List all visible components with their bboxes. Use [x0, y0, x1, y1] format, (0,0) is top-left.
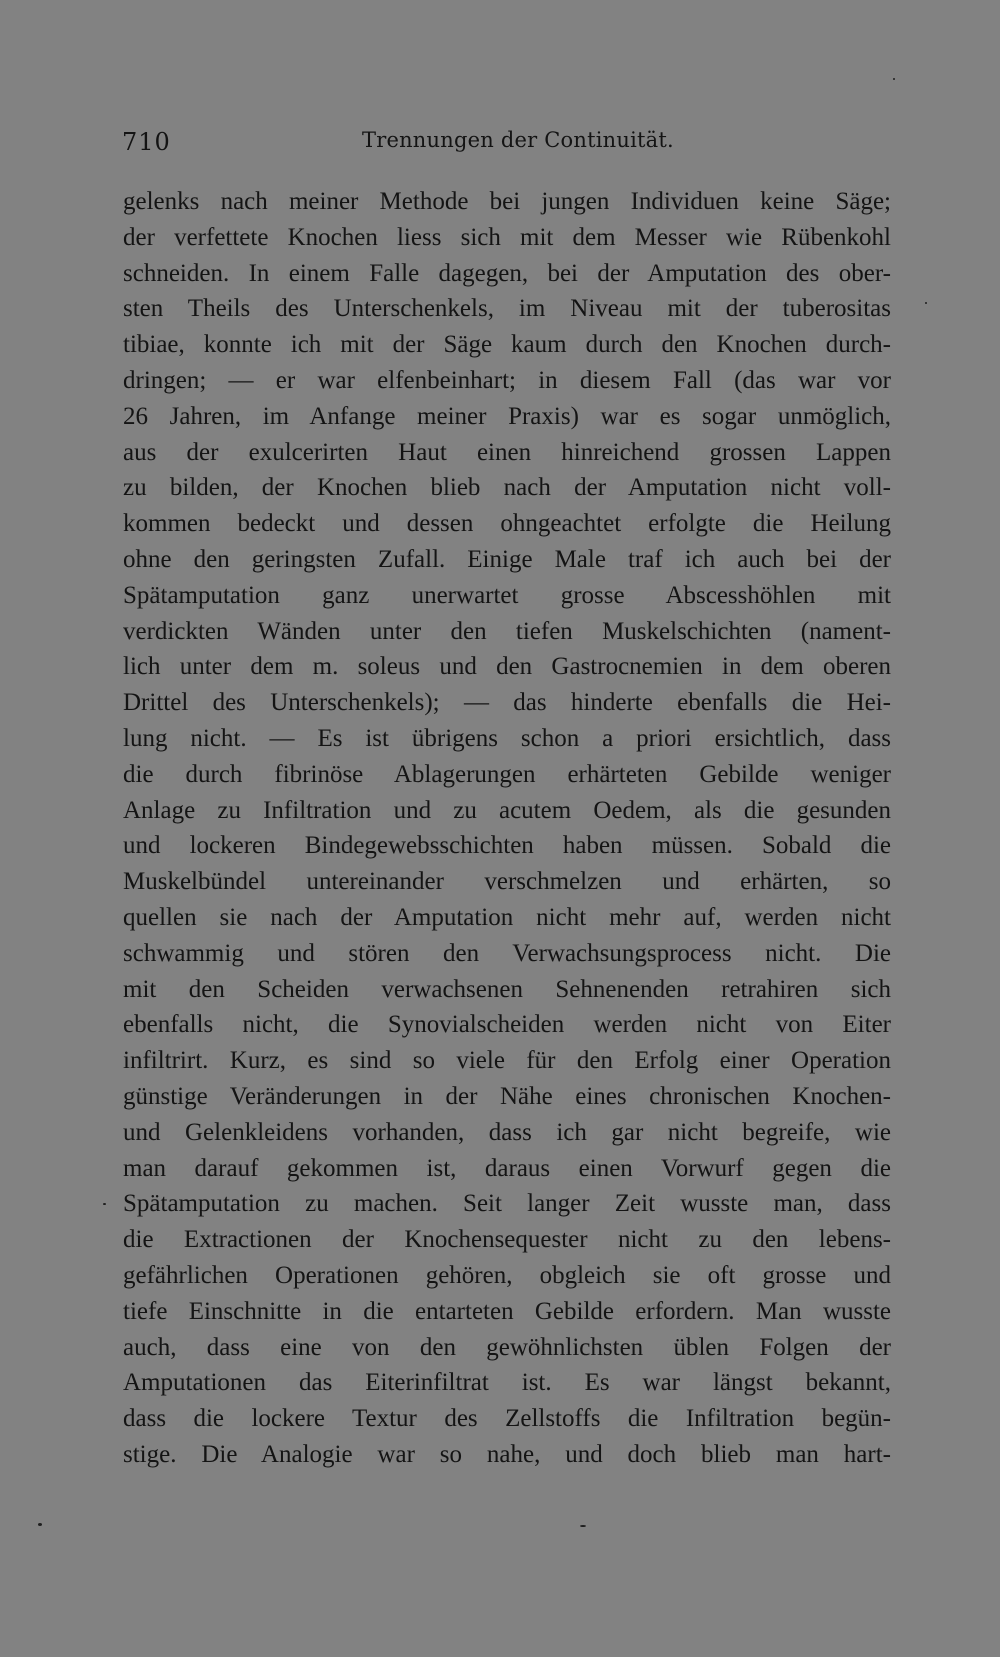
text-line: die durch fibrinöse Ablagerungen erhärteten Gebilde weniger [123, 760, 891, 788]
text-line: gelenks nach meiner Methode bei jungen Individuen keine Säge; [123, 188, 891, 215]
scan-speck [580, 1525, 586, 1527]
scan-speck [893, 78, 895, 80]
text-line: Amputationen das Eiterinfiltrat ist. Es war längst bekannt, [123, 1369, 891, 1397]
text-line: günstige Veränderungen in der Nähe eines chronischen Knochen- [123, 1082, 891, 1110]
text-line: schwammig und stören den Verwachsungsprocess nicht. Die [123, 939, 891, 967]
body-text [123, 184, 891, 1473]
text-line: auch, dass eine von den gewöhnlichsten üblen Folgen der [123, 1333, 891, 1361]
text-line: mit den Scheiden verwachsenen Sehnenenden retrahiren sich [123, 975, 891, 1003]
text-line: Spätamputation zu machen. Seit langer Zeit wusste man, dass [123, 1190, 891, 1218]
text-line: ebenfalls nicht, die Synovialscheiden werden nicht von Eiter [123, 1011, 891, 1039]
text-line: die Extractionen der Knochensequester nicht zu den lebens- [123, 1226, 891, 1254]
text-line: man darauf gekommen ist, daraus einen Vorwurf gegen die [123, 1154, 891, 1182]
text-line: dass die lockere Textur des Zellstoffs die Infiltration begün- [123, 1405, 891, 1433]
text-line: infiltrirt. Kurz, es sind so viele für den Erfolg einer Operation [123, 1047, 891, 1075]
text-line: gefährlichen Operationen gehören, obgleich sie oft grosse und [123, 1261, 891, 1289]
scan-speck [925, 302, 927, 304]
page-header [122, 128, 892, 164]
text-line: tiefe Einschnitte in die entarteten Gebilde erfordern. Man wusste [123, 1297, 891, 1325]
text-line: tibiae, konnte ich mit der Säge kaum durch den Knochen durch- [123, 331, 891, 359]
text-line: lung nicht. — Es ist übrigens schon a priori ersichtlich, dass [123, 724, 891, 752]
text-line: Drittel des Unterschenkels); — das hinderte ebenfalls die Hei- [123, 689, 891, 717]
text-line: verdickten Wänden unter den tiefen Muskelschichten (nament- [123, 617, 891, 645]
text-line: lich unter dem m. soleus und den Gastrocnemien in dem oberen [123, 653, 891, 681]
page-number: 710 [122, 128, 171, 156]
text-line: quellen sie nach der Amputation nicht mehr auf, werden nicht [123, 903, 891, 931]
scan-speck [103, 1203, 106, 1205]
text-line: kommen bedeckt und dessen ohngeachtet erfolgte die Heilung [123, 510, 891, 538]
text-line: Spätamputation ganz unerwartet grosse Abscesshöhlen mit [123, 581, 891, 609]
scan-speck [38, 1523, 42, 1526]
text-line: Muskelbündel untereinander verschmelzen und erhärten, so [123, 868, 891, 896]
text-line: und Gelenkleidens vorhanden, dass ich gar nicht begreife, wie [123, 1118, 891, 1146]
running-title: Trennungen der Continuität. [362, 128, 674, 152]
text-line: aus der exulcerirten Haut einen hinreichend grossen Lappen [123, 438, 891, 466]
text-line: schneiden. In einem Falle dagegen, bei der Amputation des ober- [123, 259, 891, 287]
text-line: sten Theils des Unterschenkels, im Niveau mit der tuberositas [123, 295, 891, 323]
text-line: zu bilden, der Knochen blieb nach der Amputation nicht voll- [123, 474, 891, 502]
text-line: der verfettete Knochen liess sich mit dem Messer wie Rübenkohl [123, 223, 891, 251]
text-line: 26 Jahren, im Anfange meiner Praxis) war es sogar unmöglich, [123, 402, 891, 430]
text-line: ohne den geringsten Zufall. Einige Male traf ich auch bei der [123, 545, 891, 573]
text-line: dringen; — er war elfenbeinhart; in diesem Fall (das war vor [123, 366, 891, 394]
text-line: stige. Die Analogie war so nahe, und doch blieb man hart- [123, 1440, 891, 1468]
text-line: Anlage zu Infiltration und zu acutem Oedem, als die gesunden [123, 796, 891, 824]
text-line: und lockeren Bindegewebsschichten haben müssen. Sobald die [123, 832, 891, 860]
